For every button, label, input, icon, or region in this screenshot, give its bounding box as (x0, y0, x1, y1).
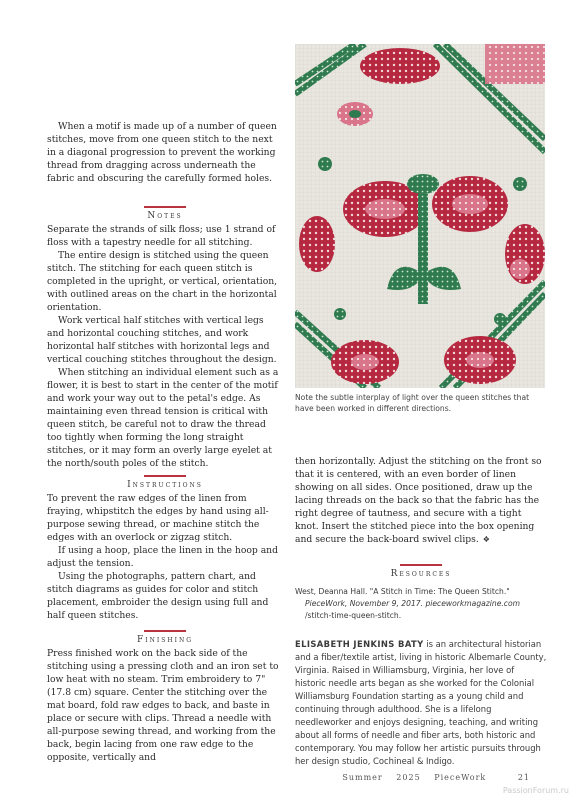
author-name: ELISABETH JENKINS BATY (295, 639, 424, 649)
footer-season: Summer (342, 773, 383, 782)
finishing-section (47, 647, 283, 764)
instructions-paragraph-1: To prevent the raw edges of the linen from fraying, whipstitch the edges by hand using all-purpose sewing thread, or machine stitch the edges with an overlock or zigzag stitch. (47, 493, 269, 543)
footer-year: 2025 (396, 773, 421, 782)
page-number: 21 (517, 773, 530, 782)
embroidery-photo (295, 44, 545, 388)
finishing-continuation-text: then horizontally. Adjust the stitching on the front so that it is centered, with an even border of linen showing on all sides. Once positioned, draw up the lacing threads on the back so that the fabric has the right degree of tautness, and secure with a tight knot. Insert the stitched piece into the box opening and secure the back-board swivel clips. (295, 456, 542, 545)
notes-section (47, 223, 283, 470)
page-footer (332, 773, 530, 782)
finishing-continuation (295, 455, 547, 546)
notes-paragraph-4: When stitching an individual element such as a flower, it is best to start in the center of the motif and work your way out to the petal's edge. As maintaining even thread tension is critical with queen stitch, be careful not to draw the thread too tightly when forming the long straight stitches, or it may form an overly large eyelet at the north/south poles of the stitch. (47, 367, 279, 469)
resource-line-2 (295, 598, 547, 610)
instructions-heading-block (47, 475, 283, 490)
author-bio (295, 638, 547, 768)
instructions-paragraph-3: Using the photographs, pattern chart, and stitch diagrams as guides for color and stitch placement, embroider the design using full and half queen stitches. (47, 571, 269, 621)
notes-paragraph-2: The entire design is stitched using the queen stitch. The stitching for each queen stitch is completed in the upright, or vertical, orientation, with outlined areas on the chart in the horizontal orientation. (47, 250, 278, 313)
notes-heading: Notes (147, 211, 183, 221)
resource-line-1: West, Deanna Hall. "A Stitch in Time: The Queen Stitch." (295, 587, 510, 596)
embroidery-illustration (295, 44, 545, 388)
author-bio-text: is an architectural historian and a fiber/textile artist, living in historic Albemarle County, Virginia. Raised in Williamsburg, Virginia, her love of historic needle arts began as she worked for the Colonial Williamsburg Foundation starting as a young child and continuing through adulthood. She is a lifelong needleworker and enjoys designing, teaching, and writing about all forms of needle and fiber arts, both historic and contemporary. You may follow her artistic pursuits through her design studio, Cochineal & Indigo. (295, 639, 547, 766)
notes-paragraph-3: Work vertical half stitches with vertical legs and horizontal couching stitches, and work horizontal half stitches with horizontal legs and vertical couching stitches throughout the design. (47, 315, 277, 365)
instructions-heading: Instructions (127, 480, 203, 490)
instructions-section (47, 492, 283, 622)
notes-heading-block (47, 206, 283, 221)
notes-paragraph-1: Separate the strands of silk floss; use 1 strand of floss with a tapestry needle for all stitching. (47, 224, 276, 248)
intro-paragraph: When a motif is made up of a number of queen stitches, move from one queen stitch to the next in a diagonal progression to prevent the working thread from dragging across underneath the fabric and obscuring the carefully formed holes. (47, 121, 277, 184)
finishing-heading-block (47, 630, 283, 645)
notes-rule (144, 206, 186, 208)
photo-caption: Note the subtle interplay of light over the queen stitches that have been worked in different directions. (295, 393, 530, 413)
resources-heading-block (295, 564, 547, 579)
finishing-heading: Finishing (137, 635, 193, 645)
watermark: PassionForum.ru (502, 786, 569, 795)
resource-line-3: /stitch-time-queen-stitch. (305, 611, 402, 620)
finishing-continuation-paragraph (295, 455, 547, 546)
finishing-paragraph: Press finished work on the back side of the stitching using a pressing cloth and an iron set to low heat with no steam. Trim embroidery to 7" (17.8 cm) square. Center the stitching over the mat board, fold raw edges to back, and baste in place or secure with clips. Thread a needle with all-purpose sewing thread, and working from the back, begin lacing from one raw edge to the opposite, vertically and (47, 648, 279, 763)
footer-magazine: PieceWork (434, 773, 487, 782)
end-mark-icon: ❖ (482, 535, 490, 544)
instructions-rule (144, 475, 186, 477)
instructions-paragraph-2: If using a hoop, place the linen in the hoop and adjust the tension. (47, 545, 278, 569)
resources-section (295, 586, 547, 622)
resource-line-2-text: PieceWork, November 9, 2017. pieceworkmagazine.com (305, 599, 521, 608)
finishing-rule (144, 630, 186, 632)
resources-heading: Resources (390, 569, 452, 579)
resources-rule (400, 564, 442, 566)
